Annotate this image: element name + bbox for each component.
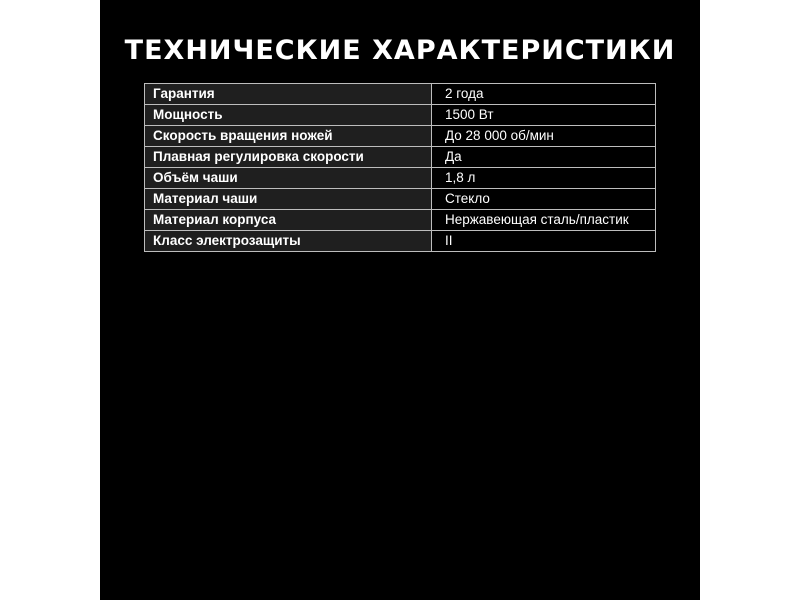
spec-label-bowl-volume: Объём чаши [145,168,432,189]
spec-label-speed-control: Плавная регулировка скорости [145,147,432,168]
table-row [145,105,656,126]
spec-table [144,83,656,252]
spec-value-protection-class: II [432,231,656,252]
spec-value-speed-control: Да [432,147,656,168]
spec-value-power: 1500 Вт [432,105,656,126]
spec-value-bowl-material: Стекло [432,189,656,210]
table-row [145,84,656,105]
spec-label-body-material: Материал корпуса [145,210,432,231]
spec-value-blade-speed: До 28 000 об/мин [432,126,656,147]
table-row [145,231,656,252]
spec-label-power: Мощность [145,105,432,126]
table-row [145,126,656,147]
spec-value-body-material: Нержавеющая сталь/пластик [432,210,656,231]
spec-label-blade-speed: Скорость вращения ножей [145,126,432,147]
table-row [145,168,656,189]
page-title: ТЕХНИЧЕСКИЕ ХАРАКТЕРИСТИКИ [124,35,676,66]
spec-label-warranty: Гарантия [145,84,432,105]
spec-label-bowl-material: Материал чаши [145,189,432,210]
spec-value-warranty: 2 года [432,84,656,105]
spec-label-protection-class: Класс электрозащиты [145,231,432,252]
spec-value-bowl-volume: 1,8 л [432,168,656,189]
spec-sheet-panel [100,0,700,600]
table-row [145,189,656,210]
table-row [145,147,656,168]
table-row [145,210,656,231]
